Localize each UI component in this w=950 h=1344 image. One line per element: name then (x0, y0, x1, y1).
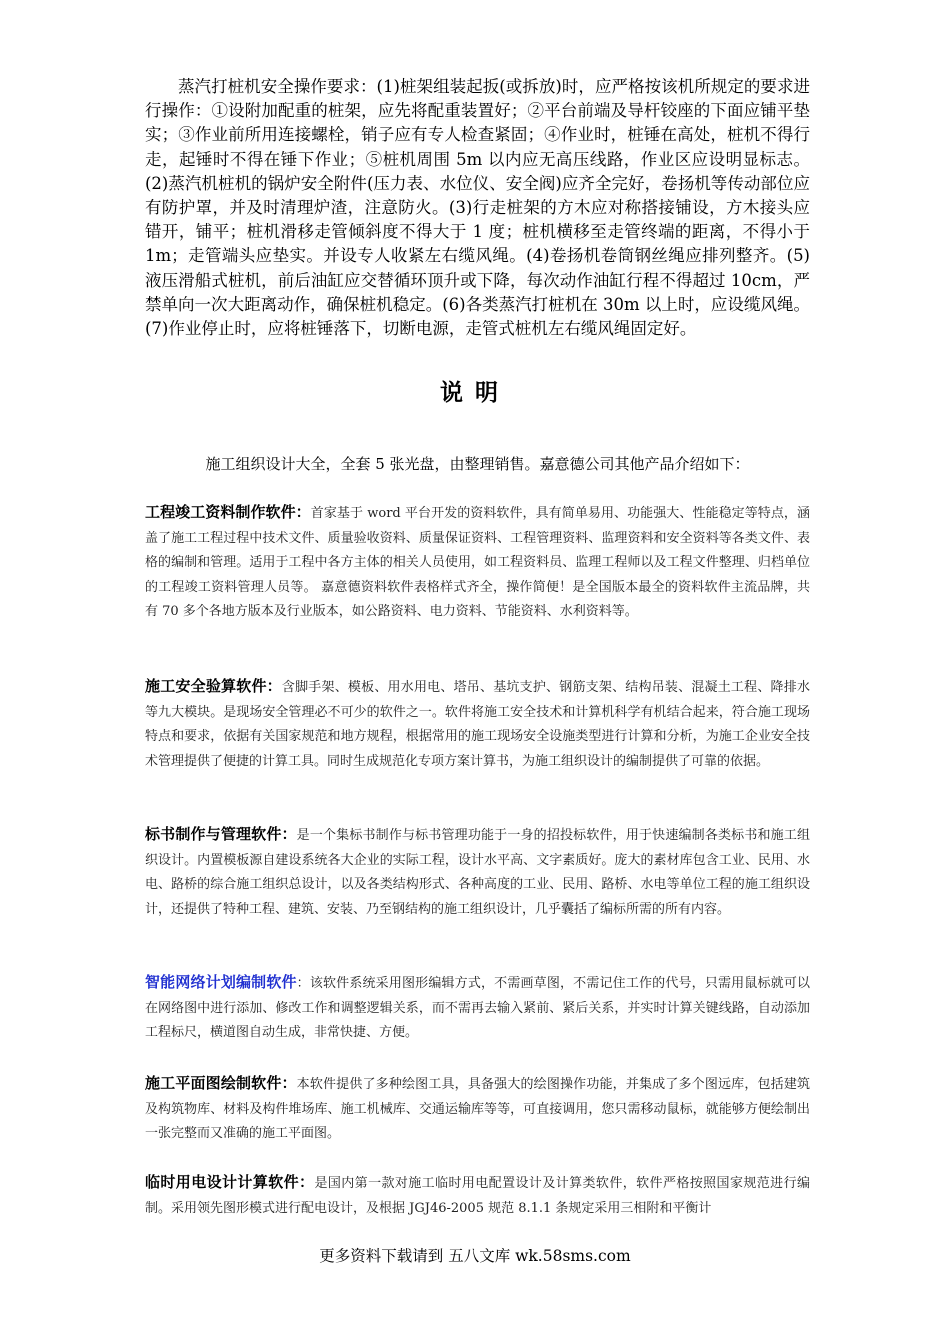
product-name: 施工平面图绘制软件： (145, 1074, 297, 1092)
product-description: 是一个集标书制作与标书管理功能于一身的招投标软件，用于快速编制各类标书和施工组织设计。内置模板源自建设系统各大企业的实际工程，设计水平高、文字素质好。庞大的素材库包含工业、民用、水电、路桥的综合施工组织总设计，以及各类结构形式、各种高度的工业、民用、路桥、水电等单位工程的施工组织设计，还提供了特种工程、建筑、安装、乃至钢结构的施工组织设计，几乎囊括了编标所需的所有内容。 (145, 828, 810, 917)
product-entry-safety-calc (145, 674, 810, 774)
product-description: 含脚手架、模板、用水用电、塔吊、基坑支护、钢筋支架、结构吊装、混凝土工程、降排水等九大模块。是现场安全管理必不可少的软件之一。软件将施工安全技术和计算机科学有机结合起来，符合施工现场特点和要求，依据有关国家规范和地方规程，根据常用的施工现场安全设施类型进行计算和分析，为施工企业安全技术管理提供了便捷的计算工具。同时生成规范化专项方案计算书，为施工组织设计的编制提供了可靠的依据。 (145, 680, 810, 769)
product-name: 临时用电设计计算软件： (145, 1173, 315, 1191)
product-entry-completion-docs (145, 500, 810, 625)
product-name: 施工安全验算软件： (145, 677, 282, 695)
product-name: 工程竣工资料制作软件： (145, 503, 311, 521)
product-name: 智能网络计划编制软件 (145, 973, 297, 991)
product-entry-network-plan (145, 970, 810, 1046)
product-name: 标书制作与管理软件： (145, 825, 297, 843)
product-entry-temp-power (145, 1170, 810, 1221)
product-description: ：该软件系统采用图形编辑方式，不需画草图，不需记住工作的代号，只需用鼠标就可以在网络图中进行添加、修改工作和调整逻辑关系，而不需再去输入紧前、紧后关系，并实时计算关键线路，自动添加工程标尺，横道图自动生成，非常快捷、方便。 (145, 976, 810, 1040)
intro-paragraph: 蒸汽打桩机安全操作要求：(1)桩架组装起扳(或拆放)时，应严格按该机所规定的要求进行操作：①设附加配重的桩架，应先将配重装置好；②平台前端及导杆铰座的下面应铺平垫实；③作业前所用连接螺栓，销子应有专人检查紧固；④作业时，桩锤在高处，桩机不得行走，起锤时不得在锤下作业；⑤桩机周围 5m 以内应无高压线路，作业区应设明显标志。(2)蒸汽机桩机的锅炉安全附件(压力表、水位仪、安全阀)应齐全完好，卷扬机等传动部位应有防护罩，并及时清理炉渣，注意防火。(3)行走桩架的方木应对称搭接铺设，方木接头应错开，铺平；桩机滑移走管倾斜度不得大于 1 度；桩机横移至走管终端的距离，不得小于 1m；走管端头应垫实。并设专人收紧左右缆风绳。(4)卷扬机卷筒钢丝绳应排列整齐。(5)液压滑船式桩机，前后油缸应交替循环顶升或下降，每次动作油缸行程不得超过 10cm，严禁单向一次大距离动作，确保桩机稳定。(6)各类蒸汽打桩机在 30m 以上时，应设缆风绳。(7)作业停止时，应将桩锤落下，切断电源，走管式桩机左右缆风绳固定好。 (145, 77, 810, 339)
section-heading: 说明 (440, 380, 510, 406)
product-description: 是国内第一款对施工临时用电配置设计及计算类软件，软件严格按照国家规范进行编制。采用领先图形模式进行配电设计，及根据 JGJ46-2005 规范 8.1.1 条规定采用三相附和平衡计 (145, 1176, 810, 1216)
footer-link-text: 更多资料下载请到 五八文库 wk.58sms.com (319, 1247, 631, 1265)
lead-paragraph: 施工组织设计大全，全套 5 张光盘，由整理销售。嘉意德公司其他产品介绍如下： (205, 455, 750, 473)
product-description: 首家基于 word 平台开发的资料软件，具有简单易用、功能强大、性能稳定等特点，涵盖了施工工程过程中技术文件、质量验收资料、质量保证资料、工程管理资料、监理资料和安全资料等各类文件、表格的编制和管理。适用于工程中各方主体的相关人员使用，如工程资料员、监理工程师以及工程文件整理、归档单位的工程竣工资料管理人员等。 嘉意德资料软件表格样式齐全，操作简便！是全国版本最全的资料软件主流品牌，共有 70 多个各地方版本及行业版本，如公路资料、电力资料、节能资料、水利资料等。 (145, 506, 810, 619)
product-description: 本软件提供了多种绘图工具，具备强大的绘图操作功能，并集成了多个图远库，包括建筑及构筑物库、材料及构件堆场库、施工机械库、交通运输库等等，可直接调用，您只需移动鼠标，就能够方便绘制出一张完整而又准确的施工平面图。 (145, 1077, 810, 1141)
product-entry-site-plan (145, 1071, 810, 1147)
product-entry-bid-docs (145, 822, 810, 922)
